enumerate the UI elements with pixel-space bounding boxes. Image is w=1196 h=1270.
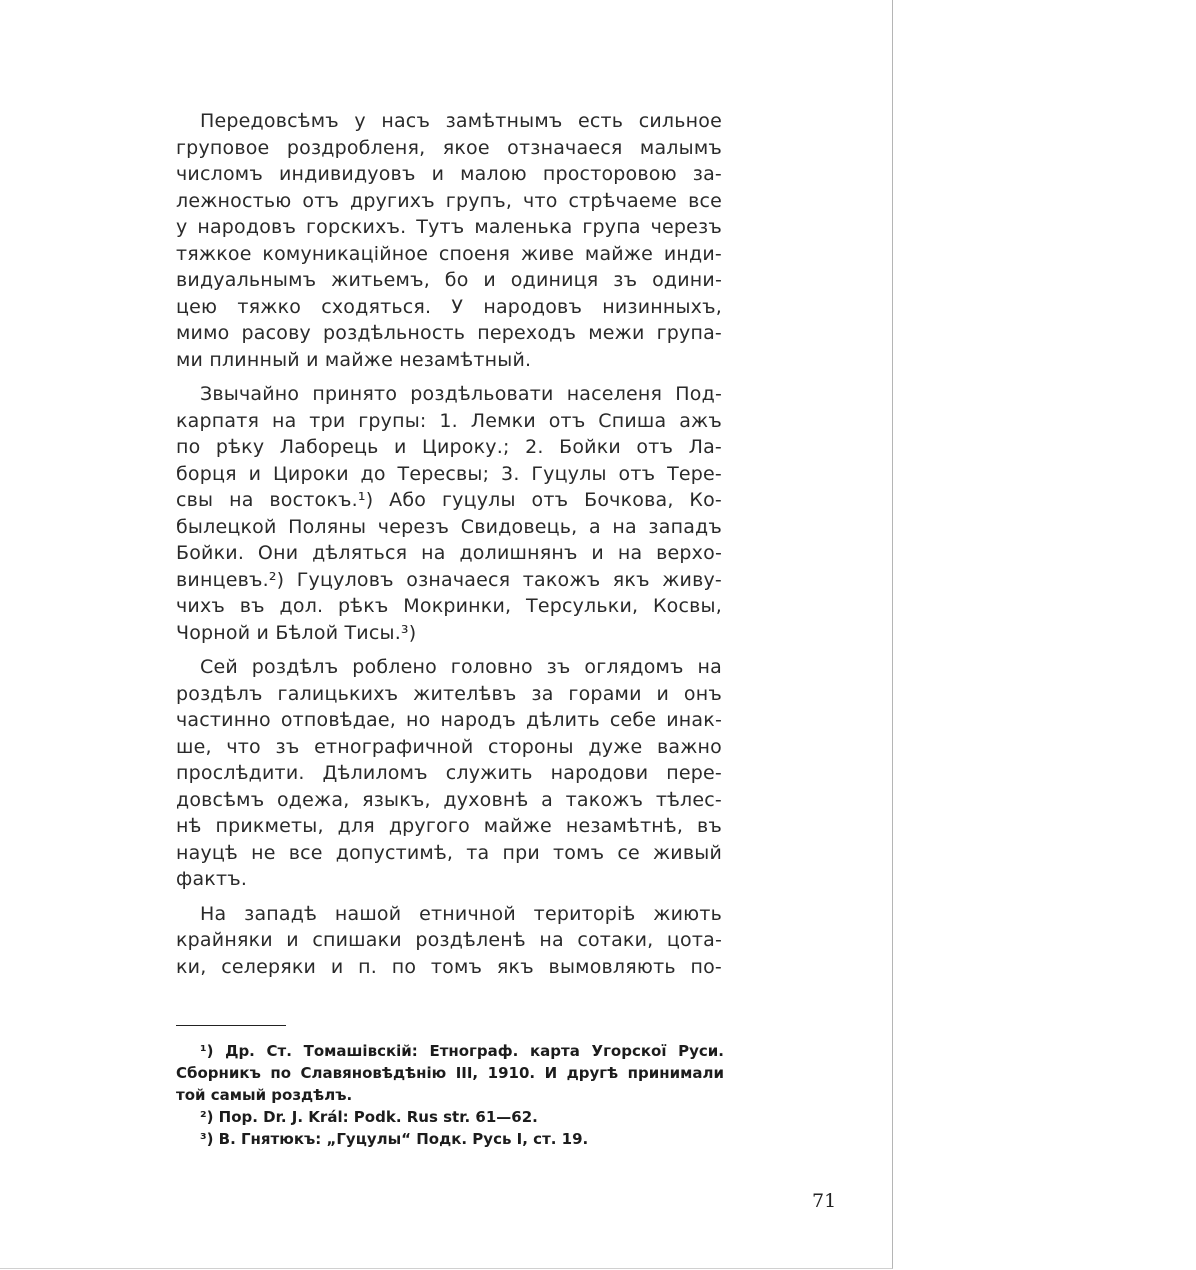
footnote-line: ¹) Др. Ст. Томашiвскiй: Етнограф. карта Угорскої Руси. bbox=[200, 1042, 724, 1060]
footnotes bbox=[176, 1040, 724, 1150]
footnote-1 bbox=[176, 1040, 724, 1106]
footnote-line: ²) Пор. Dr. J. Král: Podk. Rus str. 61—62. bbox=[200, 1108, 538, 1126]
text-line: лежностью отъ другихъ групъ, что стрѣчаеме все bbox=[176, 189, 722, 212]
text-line: свы на востокъ.¹) Або гуцулы отъ Бочкова, Ко- bbox=[176, 489, 722, 511]
text-line: частинно отповѣдае, но народъ дѣлить себе инак- bbox=[176, 709, 722, 731]
text-line: числомъ индивидуовъ и малою просторовою за- bbox=[176, 163, 722, 185]
footnote-line: ³) В. Гнятюкъ: „Гуцулы“ Подк. Русь I, ст. 19. bbox=[200, 1130, 589, 1148]
body-text bbox=[176, 108, 722, 988]
footnote-3 bbox=[176, 1128, 724, 1150]
text-line: фактъ. bbox=[176, 868, 248, 890]
text-line: ки, селеряки и п. по томъ якъ вымовляють по- bbox=[176, 955, 722, 978]
text-line: Передовсѣмъ у насъ замѣтнымъ есть сильное bbox=[200, 110, 722, 132]
text-line: прослѣдити. Дѣлиломъ служить народови пере- bbox=[176, 762, 722, 784]
footnote-2 bbox=[176, 1106, 724, 1128]
text-line: тяжкое комуникацiйное споеня живе майже инди- bbox=[176, 242, 722, 265]
footnote-line: Сборникъ по Славяновѣдѣнiю III, 1910. И другѣ принимали bbox=[176, 1064, 724, 1082]
text-line: ми плинный и майже незамѣтный. bbox=[176, 348, 532, 371]
footnote-line: той самый роздѣлъ. bbox=[176, 1086, 353, 1104]
paragraph-1 bbox=[176, 108, 722, 373]
text-line: карпатя на три групы: 1. Лемки отъ Спиша ажъ bbox=[176, 409, 722, 432]
text-line: На западѣ нашой етничной територiѣ жиють bbox=[200, 902, 722, 925]
text-line: винцевъ.²) Гуцуловъ означаеся такожъ якъ живу- bbox=[176, 568, 722, 591]
paragraph-2 bbox=[176, 381, 722, 646]
text-line: Чорной и Бѣлой Тисы.³) bbox=[176, 621, 417, 644]
text-line: былецкой Поляны черезъ Свидовець, а на западъ bbox=[176, 515, 722, 538]
text-line: по рѣку Лаборець и Цироку.; 2. Бойки отъ Ла- bbox=[176, 436, 722, 458]
footnote-separator bbox=[176, 1025, 286, 1026]
text-line: чихъ въ дол. рѣкъ Мокринки, Терсульки, Косвы, bbox=[176, 595, 722, 617]
text-line: нѣ прикметы, для другого майже незамѣтнѣ, въ bbox=[176, 815, 722, 837]
text-line: у народовъ горскихъ. Тутъ маленька група черезъ bbox=[176, 216, 722, 238]
text-line: цею тяжко сходяться. У народовъ низинныхъ, bbox=[176, 295, 722, 318]
text-line: груповое роздробленя, якое отзначаеся малымъ bbox=[176, 136, 722, 159]
text-line: ше, что зъ етнографичной стороны дуже важно bbox=[176, 735, 722, 758]
text-line: борця и Цироки до Тересвы; 3. Гуцулы отъ Тере- bbox=[176, 462, 722, 485]
text-line: видуальнымъ житьемъ, бо и одиниця зъ одини- bbox=[176, 269, 722, 291]
text-line: Сей роздѣлъ роблено головно зъ оглядомъ на bbox=[200, 656, 722, 678]
page-number: 71 bbox=[812, 1190, 837, 1212]
text-line: Звычайно принято роздѣльовати населеня Под- bbox=[200, 383, 722, 405]
text-line: крайняки и спишаки роздѣленѣ на сотаки, цота- bbox=[176, 929, 722, 951]
text-line: роздѣлъ галицькихъ жителѣвъ за горами и онъ bbox=[176, 682, 722, 705]
text-line: Бойки. Они дѣляться на долишнянъ и на верхо- bbox=[176, 542, 722, 564]
text-line: довсѣмъ одежа, языкъ, духовнѣ а такожъ тѣлес- bbox=[176, 788, 722, 811]
text-line: мимо расову роздѣльность переходъ межи групa- bbox=[176, 322, 722, 344]
paragraph-4 bbox=[176, 901, 722, 981]
paragraph-3 bbox=[176, 654, 722, 893]
text-line: науцѣ не все допустимѣ, та при томъ се живый bbox=[176, 841, 722, 864]
